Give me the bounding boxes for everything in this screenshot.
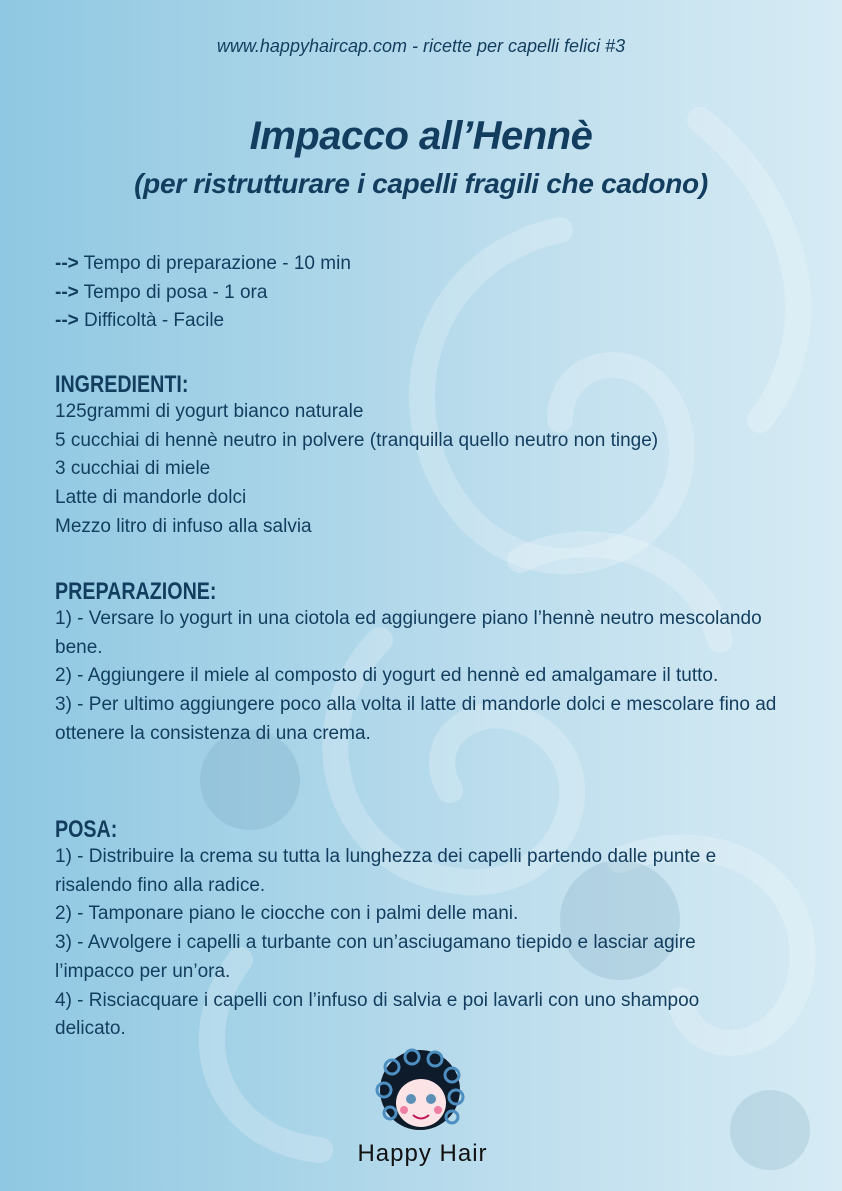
arrow: --> xyxy=(55,253,79,274)
logo-text: Happy Hair xyxy=(357,1140,488,1167)
meta-prep-time xyxy=(55,250,795,279)
meta-text: Difficoltà - Facile xyxy=(78,310,225,332)
site-url: www.happyhaircap.com - ricette per capelli felici #3 xyxy=(216,36,626,56)
meta-text: Tempo di preparazione - 10 min xyxy=(78,253,351,274)
ingredient-item: 3 cucchiai di miele xyxy=(55,458,211,480)
application-heading: POSA: xyxy=(55,816,118,843)
arrow: --> xyxy=(55,310,79,332)
preparation-step: 3) - Per ultimo aggiungere poco alla volta il latte di mandorle dolci e mescolare fino ad ottenere la consistenza di una crema. xyxy=(55,694,777,744)
ingredients-section xyxy=(55,370,795,542)
preparation-heading: PREPARAZIONE: xyxy=(55,578,217,605)
preparation-step: 2) - Aggiungere il miele al composto di yogurt ed hennè ed amalgamare il tutto. xyxy=(55,665,719,687)
happy-hair-logo xyxy=(340,1045,505,1170)
application-step: 4) - Risciacquare i capelli con l’infuso di salvia e poi lavarli con uno shampoo delicato. xyxy=(55,989,700,1040)
ingredients-heading: INGREDIENTI: xyxy=(55,371,189,398)
ingredient-item: 5 cucchiai di hennè neutro in polvere (tranquilla quello neutro non tinge) xyxy=(55,429,659,451)
meta-rest-time xyxy=(55,279,795,308)
recipe-meta xyxy=(55,250,795,336)
meta-text: Tempo di posa - 1 ora xyxy=(78,281,268,303)
page-title: Impacco all’Hennè xyxy=(249,114,593,158)
ingredient-item: Latte di mandorle dolci xyxy=(55,487,247,509)
application-section xyxy=(55,815,775,1044)
ingredient-item: 125grammi di yogurt bianco naturale xyxy=(55,401,364,422)
application-step: 1) - Distribuire la crema su tutta la lunghezza dei capelli partendo dalle punte e risalendo fino alla radice. xyxy=(55,846,717,896)
page-subtitle: (per ristrutturare i capelli fragili che cadono) xyxy=(134,168,708,199)
ingredient-item: Mezzo litro di infuso alla salvia xyxy=(55,515,312,537)
arrow: --> xyxy=(55,281,79,303)
application-step: 3) - Avvolgere i capelli a turbante con un’asciugamano tiepido e lasciar agire l’impacco per un’ora. xyxy=(55,932,696,982)
preparation-section xyxy=(55,577,780,749)
application-step: 2) - Tamponare piano le ciocche con i palmi delle mani. xyxy=(55,903,519,925)
preparation-step: 1) - Versare lo yogurt in una ciotola ed aggiungere piano l’hennè neutro mescolando bene. xyxy=(55,608,762,658)
meta-difficulty xyxy=(55,307,795,336)
